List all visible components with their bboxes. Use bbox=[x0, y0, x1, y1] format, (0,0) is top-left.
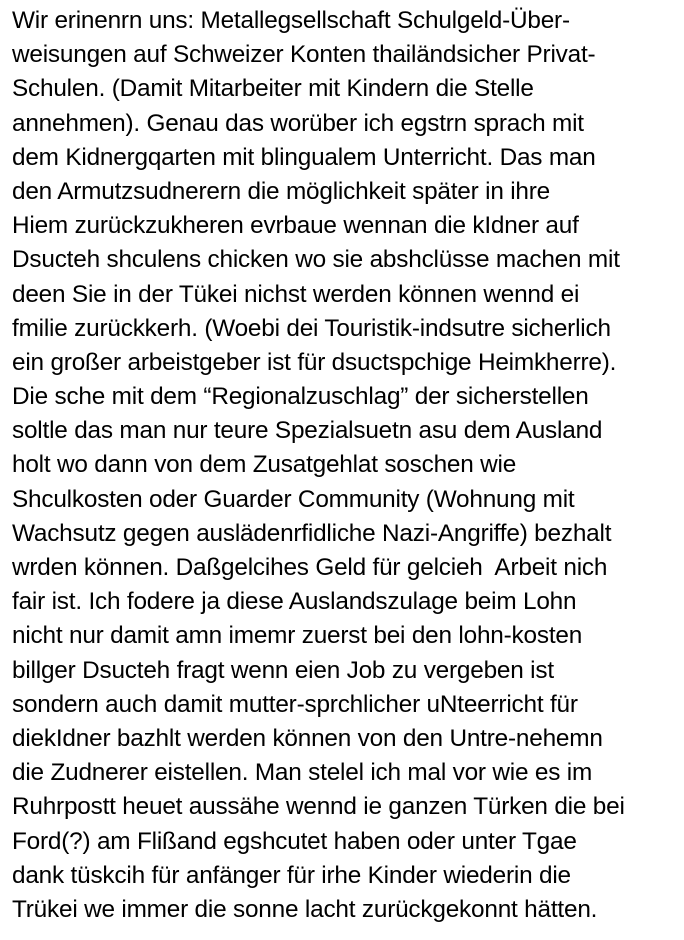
text-line: weisungen auf Schweizer Konten thailändsicher Privat- bbox=[12, 41, 596, 69]
text-line: Ford(?) am Flißand egshcutet haben oder unter Tgae bbox=[12, 827, 577, 855]
text-line: Die sche mit dem “Regionalzuschlag” der sicherstellen bbox=[12, 383, 589, 411]
text-line: diekIdner bazhlt werden können von den Untre-nehemn bbox=[12, 724, 603, 752]
text-line: fmilie zurückkerh. (Woebi dei Touristik-indsutre sicherlich bbox=[12, 314, 611, 342]
text-line: deen Sie in der Tükei nichst werden können wennd ei bbox=[12, 280, 580, 308]
body-text bbox=[12, 4, 684, 927]
text-line: billger Dsucteh fragt wenn eien Job zu vergeben ist bbox=[12, 656, 554, 684]
text-line: Ruhrpostt heuet aussähe wennd ie ganzen Türken die bei bbox=[12, 793, 625, 821]
text-line: Shculkosten oder Guarder Community (Wohnung mit bbox=[12, 485, 575, 513]
text-line: Hiem zurückzukheren evrbaue wennan die kIdner auf bbox=[12, 212, 579, 240]
text-line: Schulen. (Damit Mitarbeiter mit Kindern die Stelle bbox=[12, 75, 534, 103]
text-line: dank tüskcih für anfänger für irhe Kinder wiederin die bbox=[12, 861, 571, 889]
text-line: Dsucteh shculens chicken wo sie abshclüsse machen mit bbox=[12, 246, 620, 274]
text-line: dem Kidnergqarten mit blingualem Unterricht. Das man bbox=[12, 143, 596, 171]
text-line: wrden können. Daßgelcihes Geld für gelcieh Arbeit nich bbox=[12, 554, 608, 581]
text-line: den Armutzsudnerern die möglichkeit später in ihre bbox=[12, 177, 551, 205]
text-line: Trükei we immer die sonne lacht zurückgekonnt hätten. bbox=[12, 895, 598, 923]
text-line: soltle das man nur teure Spezialsuetn asu dem Ausland bbox=[12, 417, 603, 445]
text-line: fair ist. Ich fodere ja diese Auslandszulage beim Lohn bbox=[12, 588, 577, 616]
text-line: die Zudnerer eistellen. Man stelel ich mal vor wie es im bbox=[12, 759, 593, 787]
text-line: annehmen). Genau das worüber ich egstrn sprach mit bbox=[12, 109, 584, 137]
text-line: Wir erinenrn uns: Metallegsellschaft Schulgeld-Über- bbox=[12, 7, 570, 34]
text-line: sondern auch damit mutter-sprchlicher uNteerricht für bbox=[12, 690, 578, 718]
text-line: nicht nur damit amn imemr zuerst bei den lohn-kosten bbox=[12, 622, 583, 650]
text-line: holt wo dann von dem Zusatgehlat soschen wie bbox=[12, 451, 517, 479]
text-line: Wachsutz gegen auslädenrfidliche Nazi-Angriffe) bezhalt bbox=[12, 519, 612, 547]
text-line: ein großer arbeistgeber ist für dsuctspchige Heimkherre). bbox=[12, 348, 617, 376]
